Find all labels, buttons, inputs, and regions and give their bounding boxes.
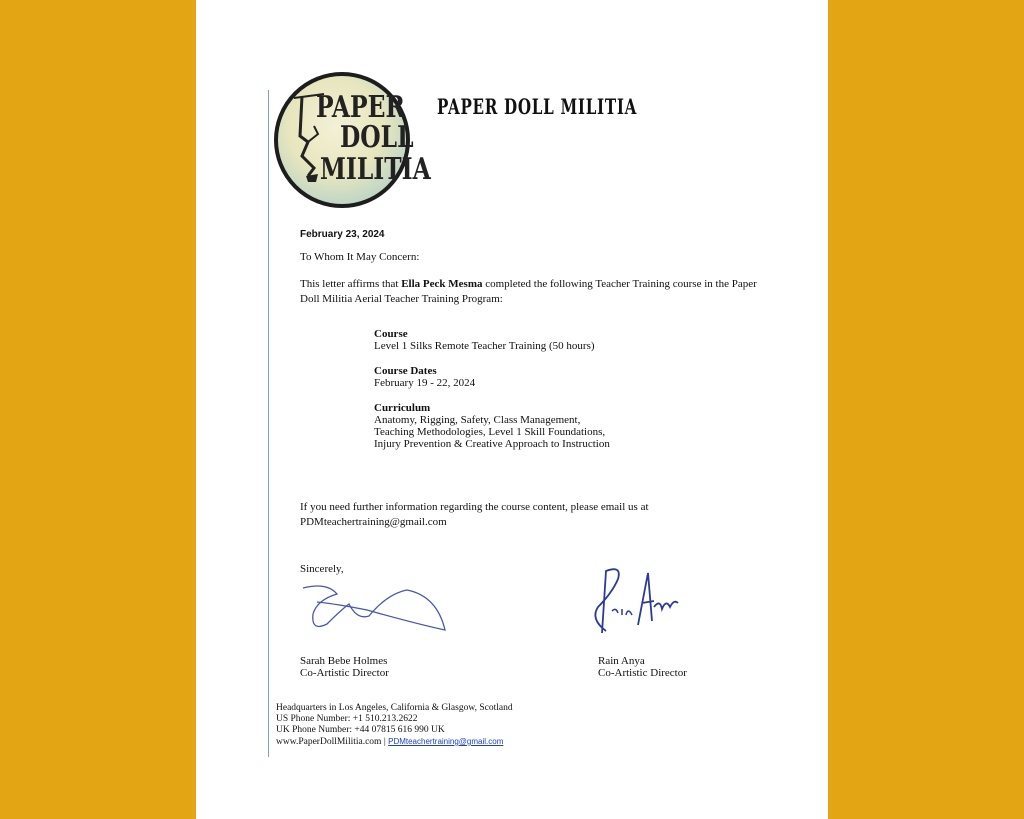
signatory-name: Sarah Bebe Holmes <box>300 655 388 667</box>
intro-text: completed the following Teacher Training course in the Paper Doll Militia Aerial Teacher Training Program: <box>300 278 757 305</box>
section-label: Course Dates <box>374 365 437 377</box>
signatory-title: Co-Artistic Director <box>598 667 687 679</box>
signature-rain-icon <box>582 563 692 643</box>
section-line: Level 1 Silks Remote Teacher Training (50 hours) <box>374 340 595 352</box>
company-logo <box>274 72 431 208</box>
signature-sarah-icon <box>297 580 457 640</box>
footer-uk-phone: UK Phone Number: +44 07815 616 990 UK <box>276 725 445 735</box>
intro-text: This letter affirms that <box>300 278 402 290</box>
signatory-title: Co-Artistic Director <box>300 667 389 679</box>
footer-separator: | <box>381 737 389 747</box>
signatory-rain <box>598 655 687 679</box>
info-email: PDMteachertraining@gmail.com <box>300 516 447 528</box>
footer-us-phone: US Phone Number: +1 510.213.2622 <box>276 714 418 724</box>
email-link[interactable]: PDMteachertraining@gmail.com <box>388 737 504 746</box>
contact-info-paragraph <box>300 500 649 530</box>
logo-text-line: DOLL <box>340 120 414 155</box>
footer-links <box>276 736 513 748</box>
left-margin-rule <box>268 90 269 757</box>
footer-hq: Headquarters in Los Angeles, California & Glasgow, Scotland <box>276 703 513 713</box>
section-line: February 19 - 22, 2024 <box>374 377 476 389</box>
footer <box>276 703 513 748</box>
website-link[interactable]: www.PaperDollMilitia.com <box>276 737 382 747</box>
brand-name: PAPER DOLL MILITIA <box>437 94 638 119</box>
section-line: Teaching Methodologies, Level 1 Skill Foundations, <box>374 426 606 438</box>
intro-paragraph <box>300 277 770 307</box>
student-name: Ella Peck Mesma <box>401 278 483 290</box>
salutation: To Whom It May Concern: <box>300 251 420 263</box>
signatory-sarah <box>300 655 389 679</box>
section-line: Anatomy, Rigging, Safety, Class Management, <box>374 414 581 426</box>
section-line: Injury Prevention & Creative Approach to Instruction <box>374 438 610 450</box>
closing: Sincerely, <box>300 563 344 575</box>
section-label: Curriculum <box>374 402 431 414</box>
logo-text-line: PAPER <box>316 90 405 125</box>
curriculum-section <box>374 402 610 450</box>
info-text: If you need further information regarding the course content, please email us at <box>300 501 649 513</box>
signatory-name: Rain Anya <box>598 655 645 667</box>
section-label: Course <box>374 328 408 340</box>
letter-date: February 23, 2024 <box>300 229 385 240</box>
logo-text-line: MILITIA <box>320 152 431 187</box>
course-section <box>374 328 595 352</box>
course-dates-section <box>374 365 475 389</box>
